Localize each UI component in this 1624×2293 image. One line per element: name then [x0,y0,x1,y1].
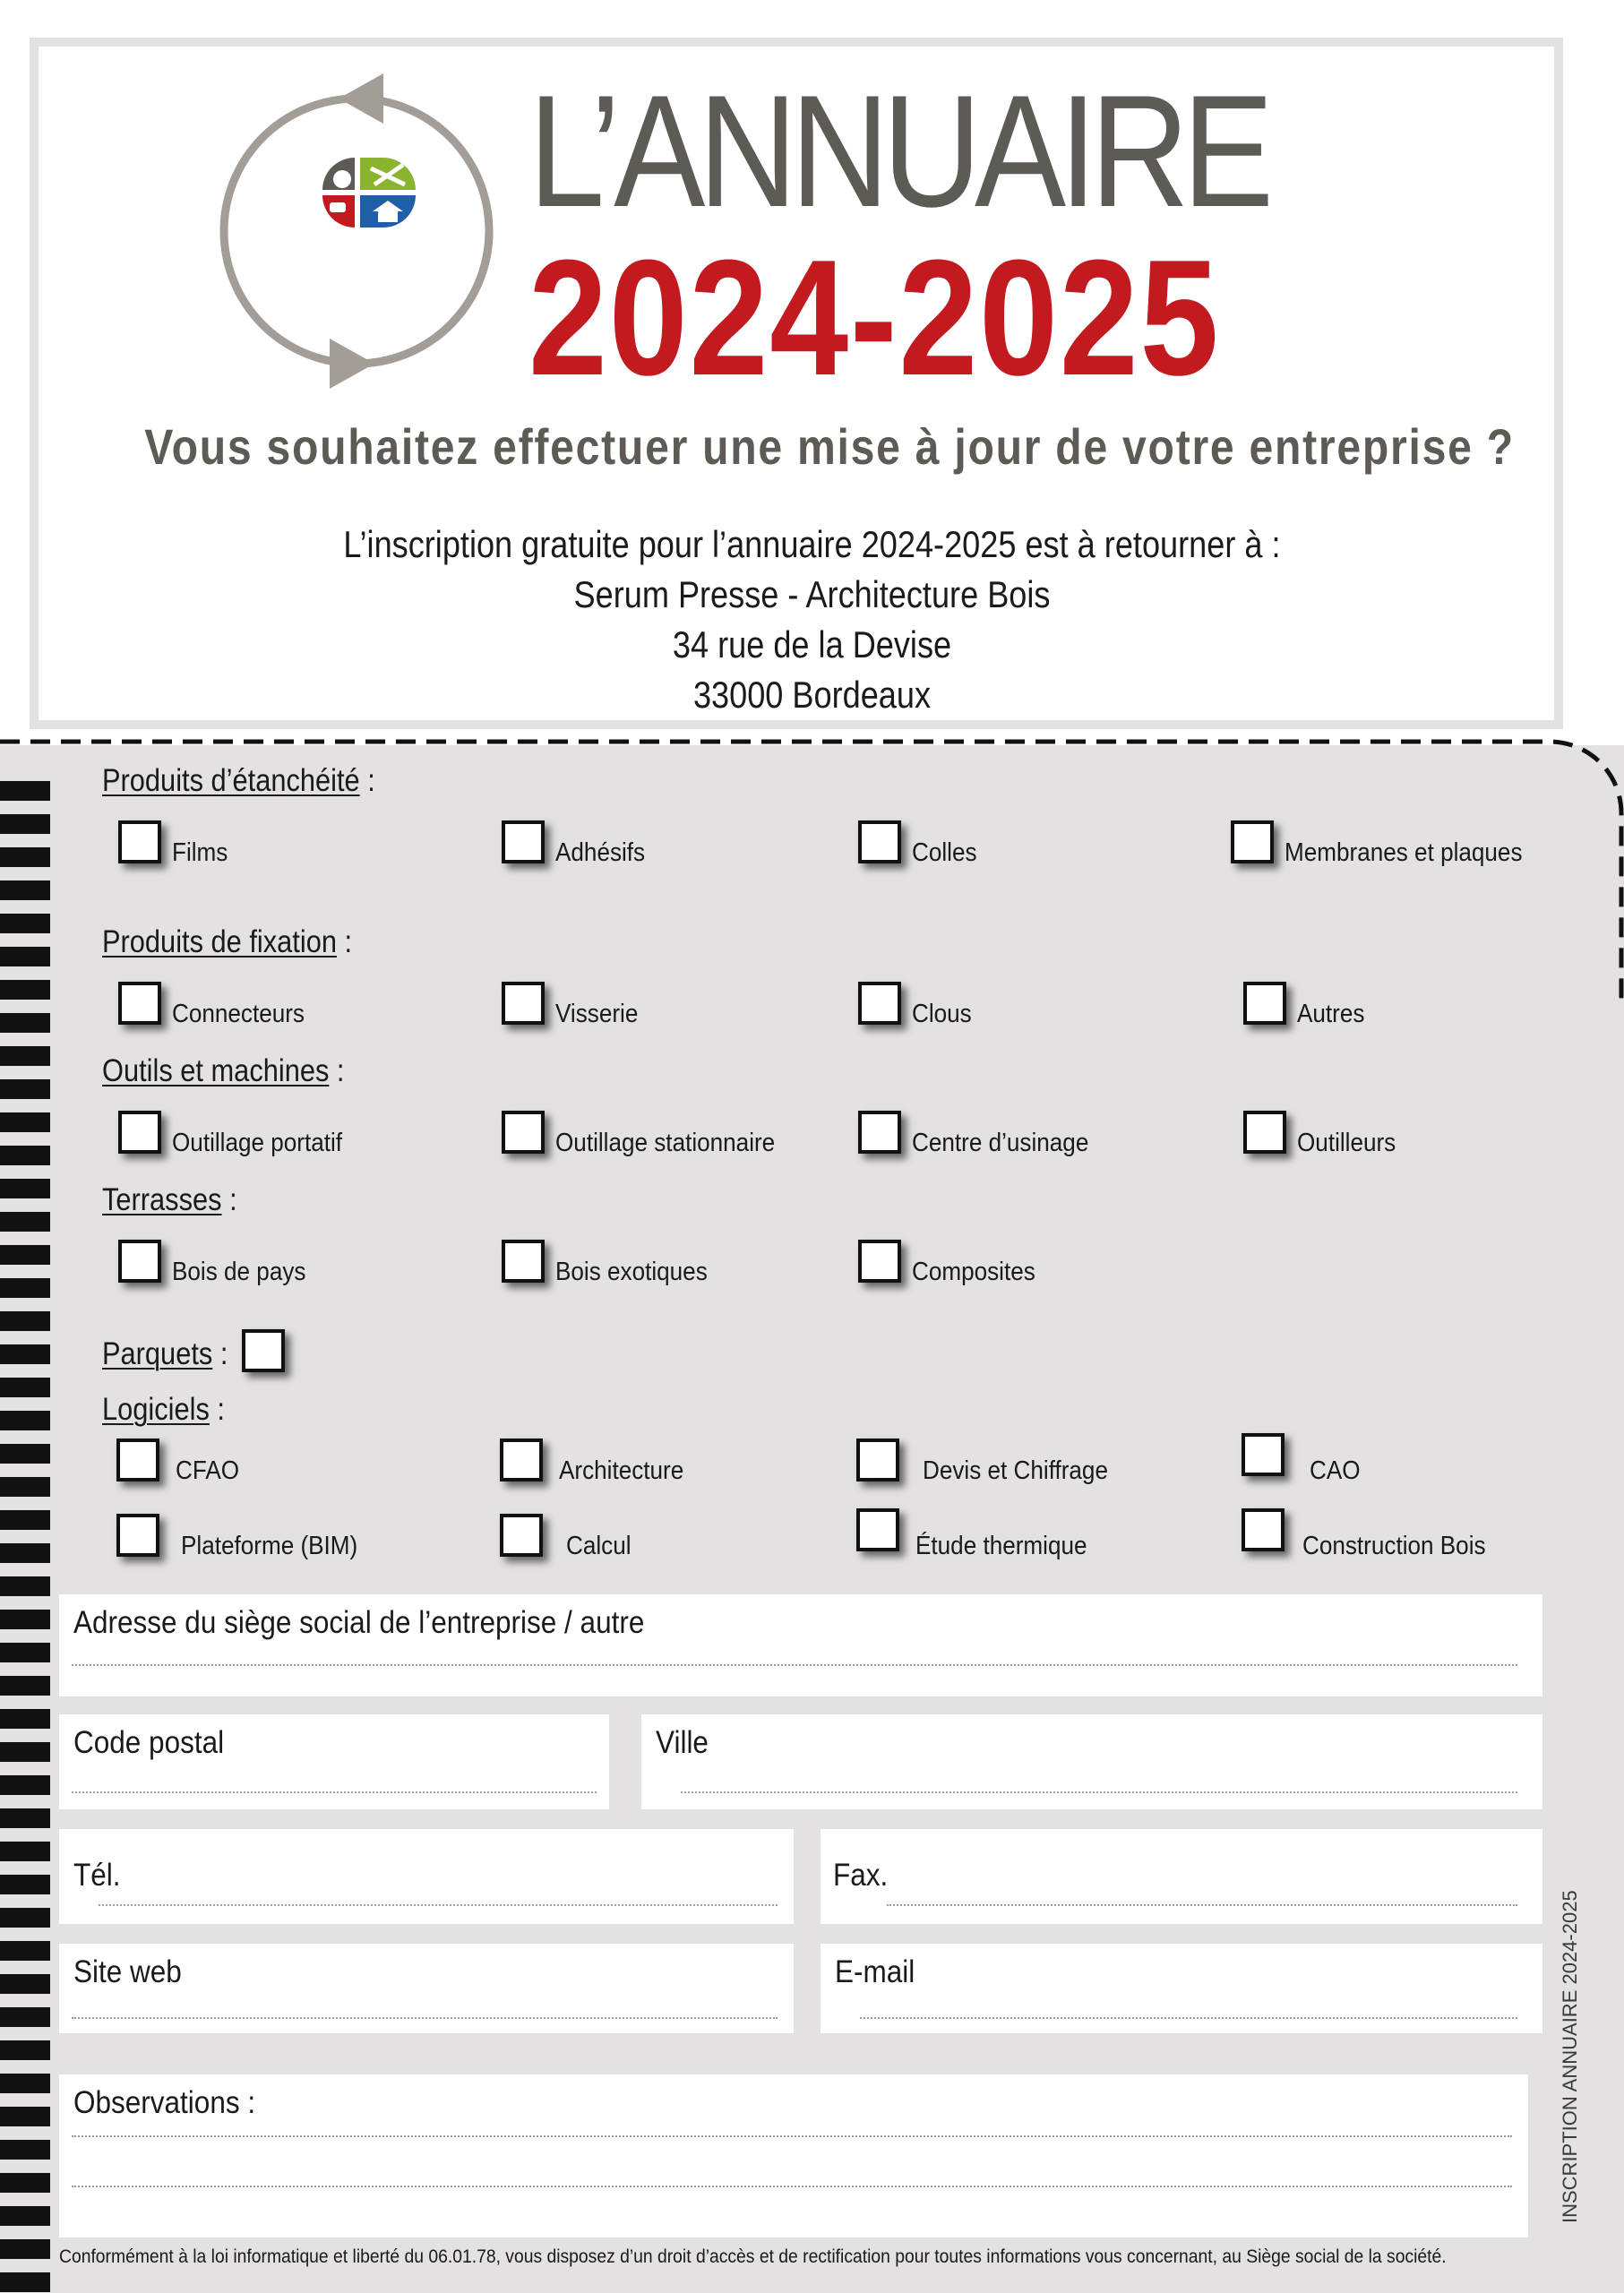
perforation-mark [0,1676,50,1696]
address-street: 34 rue de la Devise [672,623,952,666]
side-vertical-label: INSCRIPTION ANNUAIRE 2024-2025 [1559,1890,1581,2223]
postal-code-field[interactable] [59,1714,609,1809]
perforation-mark [0,1543,50,1563]
annuaire-logo [204,59,509,403]
perforation-mark [0,1079,50,1099]
website-field[interactable] [59,1944,794,2033]
checkbox-autres[interactable] [1243,982,1286,1025]
checkbox-centre-usinage[interactable] [858,1111,901,1154]
field-dotted-line [681,1791,1517,1793]
checkbox-label: CAO [1310,1456,1361,1485]
checkbox-label: Architecture [559,1456,684,1485]
perforation-mark [0,1411,50,1430]
section-fixation-label: Produits de fixation : [102,924,353,959]
perforation-mark [0,1643,50,1662]
checkbox-label: Bois de pays [172,1258,306,1286]
field-dotted-line [887,1904,1517,1906]
checkbox-membranes[interactable] [1231,820,1274,863]
checkbox-calcul[interactable] [500,1514,543,1557]
checkbox-visserie[interactable] [502,982,545,1025]
perforation-mark [0,1908,50,1928]
checkbox-label: Composites [912,1258,1035,1286]
perforation-mark [0,980,50,1000]
checkbox-etude-thermique[interactable] [856,1508,899,1551]
perforation-mark [0,1808,50,1828]
address-intro: L’inscription gratuite pour l’annuaire 2024-2025 est à retourner à : [343,523,1281,565]
field-dotted-line [860,2017,1517,2019]
perforation-mark [0,1179,50,1198]
annuaire-title: L’ANNUAIRE [528,62,1267,240]
checkbox-cao[interactable] [1242,1433,1285,1476]
section-terrasses-label: Terrasses : [102,1182,237,1217]
checkbox-label: Autres [1297,1000,1365,1028]
checkbox-outilleurs[interactable] [1243,1111,1286,1154]
field-label: Tél. [73,1858,121,1893]
checkbox-label: Bois exotiques [555,1258,708,1286]
checkbox-architecture[interactable] [500,1438,543,1481]
checkbox-adhesifs[interactable] [502,820,545,863]
checkbox-bois-exotiques[interactable] [502,1240,545,1283]
field-dotted-line [72,1791,597,1793]
subtitle: Vous souhaitez effectuer une mise à jour de votre entreprise ? [144,418,1515,475]
field-label: Fax. [833,1858,889,1893]
checkbox-label: Centre d’usinage [912,1129,1089,1157]
legal-notice: Conformément à la loi informatique et liberté du 06.01.78, vous disposez d’un droit d’accès et de rectification pour toutes informations vous concernant, au Siège social de la société. [59,2246,1447,2267]
address-field[interactable] [59,1594,1542,1696]
perforation-mark [0,2272,50,2292]
perforation-mark [0,1046,50,1066]
checkbox-plateforme-bim[interactable] [116,1514,159,1557]
perforation-mark [0,1378,50,1397]
perforation-mark [0,2007,50,2027]
perforation-mark [0,914,50,933]
perforation-mark [0,1742,50,1762]
perforation-mark [0,880,50,900]
field-label: E-mail [835,1954,915,1989]
checkbox-label: Outillage portatif [172,1129,343,1157]
checkbox-label: Connecteurs [172,1000,305,1028]
email-field[interactable] [821,1944,1542,2033]
field-label: Adresse du siège social de l’entreprise / autre [73,1605,645,1640]
section-logiciels-label: Logiciels : [102,1392,225,1427]
house-icon [360,195,416,228]
checkbox-composites[interactable] [858,1240,901,1283]
perforation-mark [0,2074,50,2093]
perforation-mark [0,1974,50,1994]
perforation-mark [0,1146,50,1165]
checkbox-label: Outilleurs [1297,1129,1396,1157]
checkbox-label: Calcul [566,1532,632,1560]
checkbox-label: Outillage stationnaire [555,1129,776,1157]
field-label: Ville [656,1725,709,1760]
checkbox-construction-bois[interactable] [1242,1508,1285,1551]
field-dotted-line [72,2135,1512,2137]
checkbox-label: Colles [912,838,977,867]
section-etancheite-label: Produits d’étanchéité : [102,763,375,798]
checkbox-bois-de-pays[interactable] [118,1240,161,1283]
checkbox-clous[interactable] [858,982,901,1025]
tools-icon [360,158,416,190]
perforation-mark [0,2040,50,2060]
checkbox-label: CFAO [176,1456,240,1485]
checkbox-connecteurs[interactable] [118,982,161,1025]
perforation-mark [0,1510,50,1530]
checkbox-cfao[interactable] [116,1438,159,1481]
perforation-mark [0,1875,50,1894]
field-dotted-line [99,1904,778,1906]
checkbox-label: Membranes et plaques [1285,838,1523,867]
field-dotted-line [72,2186,1512,2187]
field-label: Site web [73,1954,182,1989]
checkbox-label: Adhésifs [555,838,646,867]
checkbox-label: Clous [912,1000,972,1028]
checkbox-label: Plateforme (BIM) [181,1532,358,1560]
city-field[interactable] [641,1714,1542,1809]
perforation-mark [0,2173,50,2193]
checkbox-colles[interactable] [858,820,901,863]
checkbox-label: Construction Bois [1302,1532,1486,1560]
field-dotted-line [72,1664,1517,1666]
checkbox-devis-chiffrage[interactable] [856,1438,899,1481]
address-company: Serum Presse - Architecture Bois [573,573,1051,615]
perforation-mark [0,1576,50,1596]
perforation-mark [0,2140,50,2160]
perforation-mark [0,1709,50,1729]
address-city: 33000 Bordeaux [692,674,932,716]
perforation-mark [0,1444,50,1464]
perforation-mark [0,1344,50,1364]
section-parquets-label: Parquets : [102,1336,228,1371]
perforation-mark [0,1278,50,1298]
field-label: Code postal [73,1725,225,1760]
perforation-mark [0,1212,50,1232]
checkbox-outillage-stationnaire[interactable] [502,1111,545,1154]
annuaire-years: 2024-2025 [528,225,1221,409]
checkbox-label: Visserie [555,1000,639,1028]
registration-form [0,734,1624,2293]
checkbox-label: Films [172,838,228,867]
perforation-mark [0,1311,50,1331]
field-label: Observations : [73,2085,256,2120]
checkbox-parquets[interactable] [242,1329,285,1372]
checkbox-label: Étude thermique [915,1532,1087,1560]
perforation-mark [0,1477,50,1497]
phone-field[interactable] [59,1829,794,1924]
perforation-mark [0,2206,50,2226]
observations-field[interactable] [59,2074,1528,2237]
perforation-mark [0,2239,50,2259]
field-dotted-line [72,2017,778,2019]
checkbox-outillage-portatif[interactable] [118,1111,161,1154]
perforation-mark [0,1245,50,1265]
perforation-mark [0,1013,50,1033]
section-outils-label: Outils et machines : [102,1053,345,1088]
perforation-mark [0,1775,50,1795]
perforation-mark [0,1112,50,1132]
perforation-mark [0,814,50,834]
perforation-mark [0,2107,50,2126]
checkbox-films[interactable] [118,820,161,863]
perforation-mark [0,1842,50,1861]
fax-field[interactable] [821,1829,1542,1924]
perforation-mark [0,781,50,801]
perforation-mark [0,1610,50,1629]
handshake-icon [322,158,355,190]
perforation-mark [0,847,50,867]
perforation-mark [0,947,50,966]
checkbox-label: Devis et Chiffrage [923,1456,1108,1485]
speech-bubble-icon [322,195,355,228]
perforation-mark [0,1941,50,1961]
